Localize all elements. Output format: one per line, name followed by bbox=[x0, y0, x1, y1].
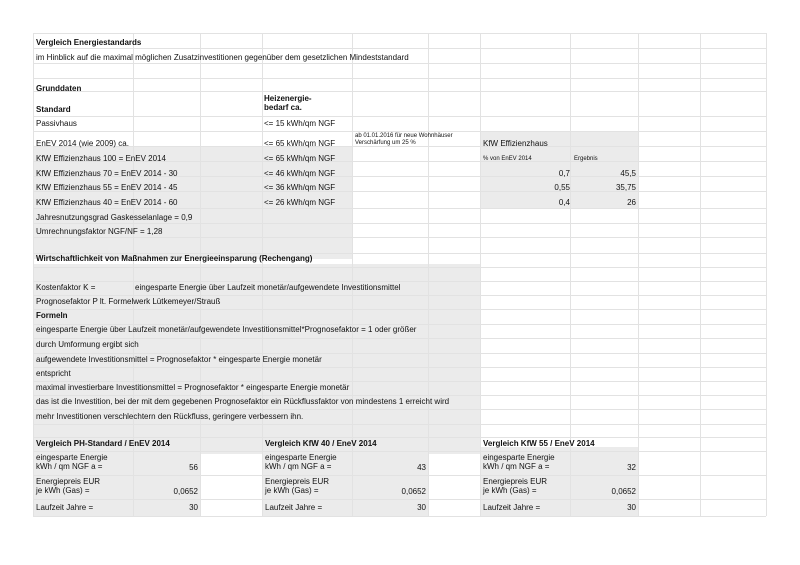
row-bedarf: <= 15 kWh/qm NGF bbox=[264, 119, 336, 128]
kfw-pct: 0,55 bbox=[554, 183, 570, 192]
formel-line: entspricht bbox=[36, 369, 71, 378]
cmp-laufzeit-value: 30 bbox=[189, 503, 198, 512]
formel-line: durch Umformung ergibt sich bbox=[36, 340, 139, 349]
col-standard: Standard bbox=[36, 105, 71, 114]
row-bedarf: <= 36 kWh/qm NGF bbox=[264, 183, 336, 192]
cmp-laufzeit-value: 30 bbox=[627, 503, 636, 512]
cmp-energie-label: eingesparte Energie kWh / qm NGF a = bbox=[265, 453, 337, 471]
verschaerfung-note: ab 01.01.2016 für neue Wohnhäuser Verschärfung um 25 % bbox=[355, 133, 453, 146]
umrechnungsfaktor: Umrechnungsfaktor NGF/NF = 1,28 bbox=[36, 227, 163, 236]
row-bedarf: <= 65 kWh/qm NGF bbox=[264, 139, 336, 148]
row-bedarf: <= 46 kWh/qm NGF bbox=[264, 169, 336, 178]
formeln-heading: Formeln bbox=[36, 311, 68, 320]
kostenfaktor-text: eingesparte Energie über Laufzeit monetär/aufgewendete Investitionsmittel bbox=[135, 283, 401, 292]
cmp-preis-value: 0,0652 bbox=[401, 487, 426, 496]
row-standard: KfW Effizienzhaus 55 = EnEV 2014 - 45 bbox=[36, 183, 178, 192]
row-standard: KfW Effizienzhaus 100 = EnEV 2014 bbox=[36, 154, 166, 163]
cmp-preis-value: 0,0652 bbox=[611, 487, 636, 496]
sheet-title: Vergleich Energiestandards bbox=[36, 38, 142, 47]
cmp-laufzeit-label: Laufzeit Jahre = bbox=[265, 503, 323, 512]
prognosefaktor: Prognosefaktor P lt. Formelwerk Lütkemeyer/Strauß bbox=[36, 297, 221, 306]
cmp-energie-value: 43 bbox=[417, 463, 426, 472]
cmp-energie-label: eingesparte Energie kWh / qm NGF a = bbox=[36, 453, 108, 471]
cmp-preis-label: Energiepreis EUR je kWh (Gas) = bbox=[483, 477, 548, 495]
cmp-preis-label: Energiepreis EUR je kWh (Gas) = bbox=[36, 477, 101, 495]
kostenfaktor-label: Kostenfaktor K = bbox=[36, 283, 96, 292]
cmp-laufzeit-value: 30 bbox=[417, 503, 426, 512]
comparison-title: Vergleich KfW 55 / EneV 2014 bbox=[483, 439, 595, 448]
row-standard: KfW Effizienzhaus 70 = EnEV 2014 - 30 bbox=[36, 169, 178, 178]
kfw-result: 35,75 bbox=[615, 183, 636, 192]
row-standard: Passivhaus bbox=[36, 119, 77, 128]
formel-line: maximal investierbare Investitionsmittel = Prognosefaktor * eingesparte Energie monetär bbox=[36, 383, 350, 392]
sheet-subtitle: im Hinblick auf die maximal möglichen Zusatzinvestitionen gegenüber dem gesetzlichen Mindeststandard bbox=[36, 53, 409, 62]
spreadsheet-sheet bbox=[33, 33, 766, 516]
cmp-preis-label: Energiepreis EUR je kWh (Gas) = bbox=[265, 477, 330, 495]
formel-line: eingesparte Energie über Laufzeit monetär/aufgewendete Investitionsmittel*Prognosefaktor = 1 oder größer bbox=[36, 325, 417, 334]
row-bedarf: <= 26 kWh/qm NGF bbox=[264, 198, 336, 207]
cmp-energie-value: 56 bbox=[189, 463, 198, 472]
cmp-laufzeit-label: Laufzeit Jahre = bbox=[483, 503, 541, 512]
cmp-energie-value: 32 bbox=[627, 463, 636, 472]
jahresnutzungsgrad: Jahresnutzungsgrad Gaskesselanlage = 0,9 bbox=[36, 213, 193, 222]
kfw-result: 45,5 bbox=[620, 169, 636, 178]
kfw-col-result: Ergebnis bbox=[574, 156, 598, 162]
wirtschaft-heading: Wirtschaftlichkeit von Maßnahmen zur Energieeinsparung (Rechengang) bbox=[36, 254, 313, 263]
kfw-table-title: KfW Effizienzhaus bbox=[483, 139, 548, 148]
grunddaten-heading: Grunddaten bbox=[36, 84, 82, 93]
comparison-title: Vergleich PH-Standard / EnEV 2014 bbox=[36, 439, 170, 448]
cmp-preis-value: 0,0652 bbox=[173, 487, 198, 496]
row-standard: EnEV 2014 (wie 2009) ca. bbox=[36, 139, 129, 148]
kfw-pct: 0,7 bbox=[558, 169, 570, 178]
cmp-energie-label: eingesparte Energie kWh / qm NGF a = bbox=[483, 453, 555, 471]
kfw-col-pct: % von EnEV 2014 bbox=[483, 156, 532, 162]
formel-line: aufgewendete Investitionsmittel = Prognosefaktor * eingesparte Energie monetär bbox=[36, 355, 322, 364]
comparison-title: Vergleich KfW 40 / EneV 2014 bbox=[265, 439, 377, 448]
cmp-laufzeit-label: Laufzeit Jahre = bbox=[36, 503, 94, 512]
col-heizbedarf: Heizenergie- bedarf ca. bbox=[264, 94, 312, 112]
formel-line: mehr Investitionen verschlechtern den Rückfluss, geringere verbessern ihn. bbox=[36, 412, 304, 421]
row-bedarf: <= 65 kWh/qm NGF bbox=[264, 154, 336, 163]
kfw-pct: 0,4 bbox=[558, 198, 570, 207]
kfw-result: 26 bbox=[627, 198, 636, 207]
row-standard: KfW Effizienzhaus 40 = EnEV 2014 - 60 bbox=[36, 198, 178, 207]
formel-line: das ist die Investition, bei der mit dem gegebenen Prognosefaktor ein Rückflussfaktor von mindestens 1 erreicht wird bbox=[36, 397, 450, 406]
